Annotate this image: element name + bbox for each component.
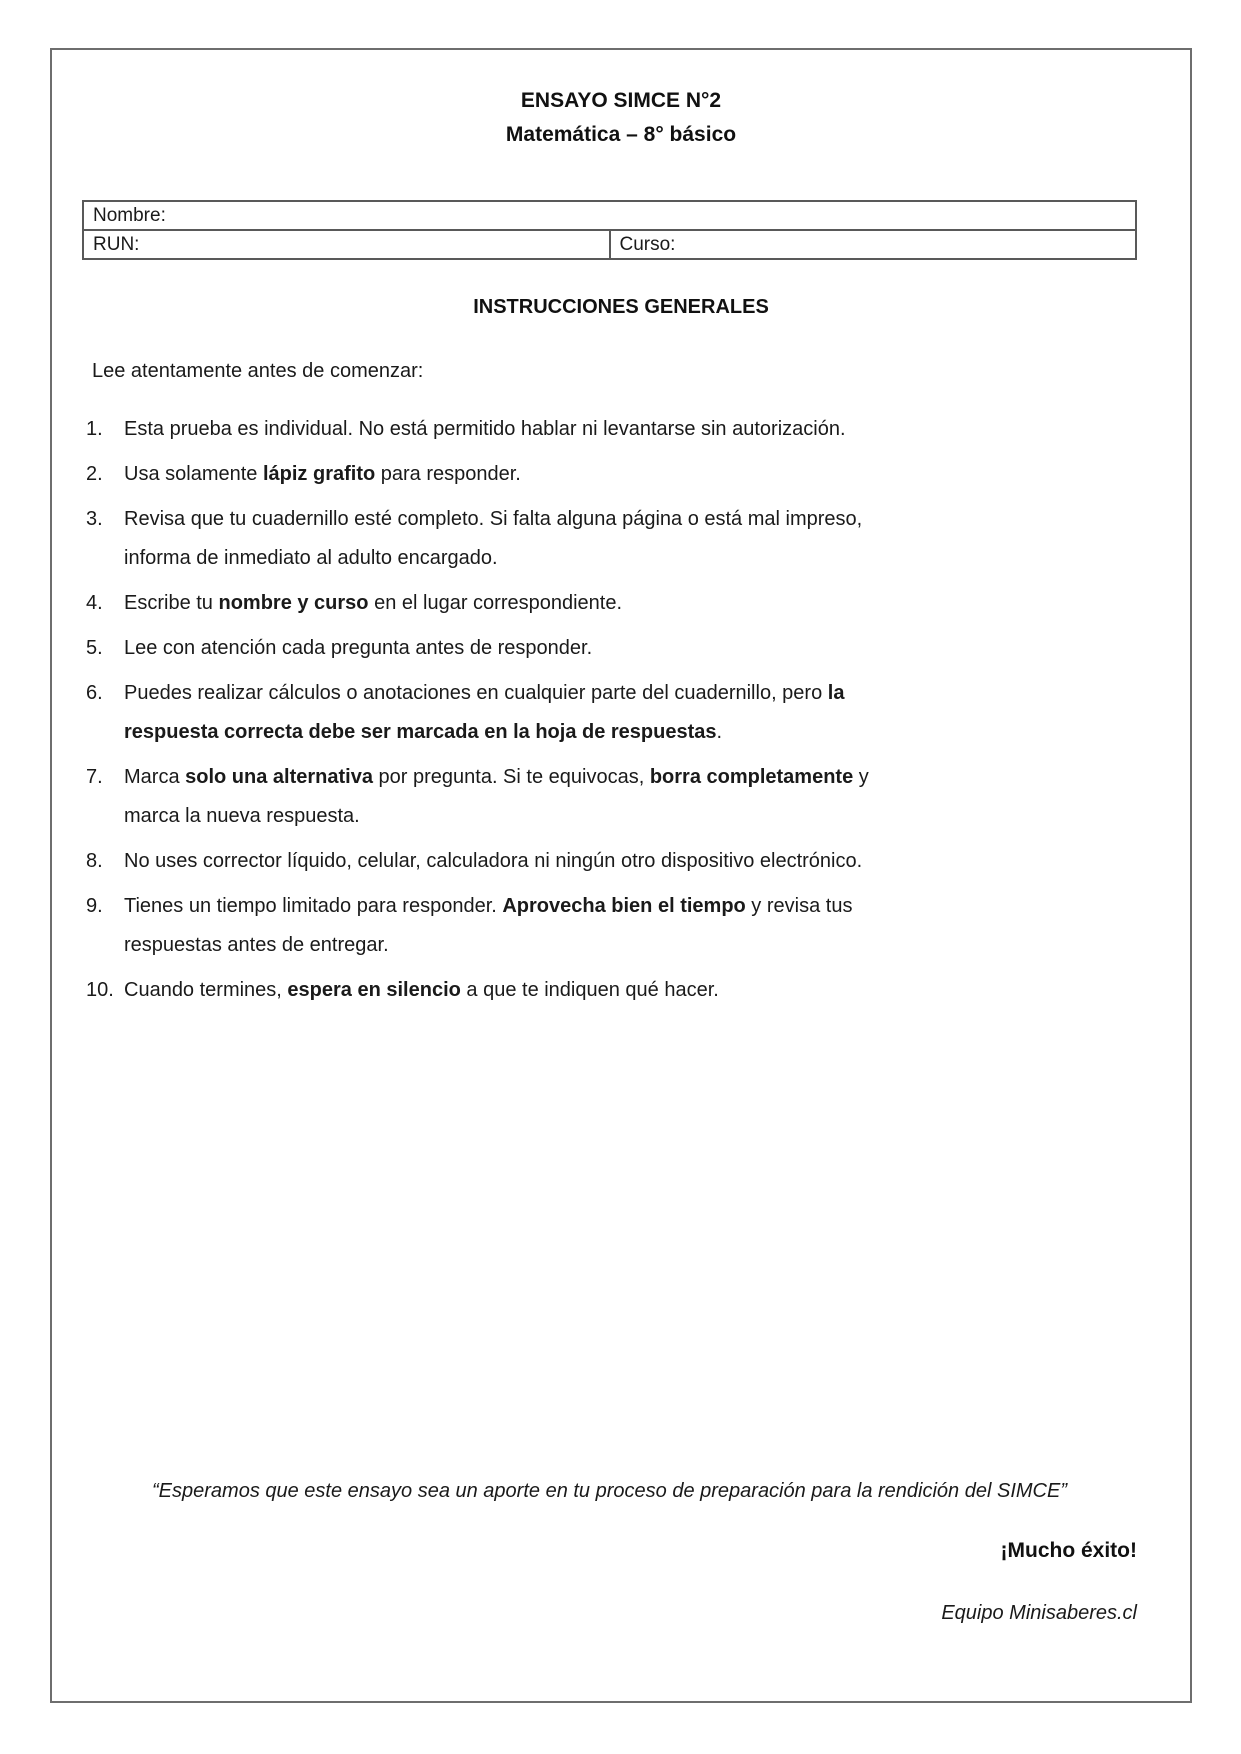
- instruction-line: Tienes un tiempo limitado para responder. Aprovecha bien el tiempo y revisa tus: [124, 895, 853, 917]
- table-row: [83, 201, 1136, 230]
- team-signature: Equipo Minisaberes.cl: [941, 1602, 1137, 1624]
- page-subtitle: Matemática – 8° básico: [505, 123, 737, 146]
- instruction-item: [86, 629, 1140, 668]
- instruction-item: [86, 584, 1140, 623]
- instruction-line: No uses corrector líquido, celular, calculadora ni ningún otro dispositivo electrónico.: [124, 850, 863, 872]
- instruction-line: respuestas antes de entregar.: [124, 934, 389, 956]
- instruction-item: [86, 842, 1140, 881]
- instruction-item: [86, 674, 1140, 752]
- instructions-heading: INSTRUCCIONES GENERALES: [473, 296, 769, 318]
- instruction-item: [86, 971, 1140, 1010]
- instructions-lead: Lee atentamente antes de comenzar:: [92, 360, 424, 382]
- instruction-item: [86, 758, 1140, 836]
- instruction-number: 5.: [86, 637, 103, 659]
- instruction-line: respuesta correcta debe ser marcada en la hoja de respuestas.: [124, 721, 723, 743]
- instruction-line: Esta prueba es individual. No está permitido hablar ni levantarse sin autorización.: [124, 418, 846, 440]
- document-header: [52, 84, 1190, 152]
- instruction-line: Escribe tu nombre y curso en el lugar correspondiente.: [124, 592, 623, 614]
- instruction-item: [86, 500, 1140, 578]
- instruction-number: 2.: [86, 463, 103, 485]
- instruction-line: Puedes realizar cálculos o anotaciones en cualquier parte del cuadernillo, pero la: [124, 682, 845, 704]
- instruction-number: 1.: [86, 418, 103, 440]
- document-page: [50, 48, 1192, 1703]
- instruction-number: 10.: [86, 979, 114, 1001]
- instruction-line: Cuando termines, espera en silencio a que te indiquen qué hacer.: [124, 979, 719, 1001]
- run-field-cell: RUN:: [83, 230, 610, 259]
- document-footer: [82, 1476, 1137, 1628]
- footer-quote: “Esperamos que este ensayo sea un aporte en tu proceso de preparación para la rendición del SIMCE”: [152, 1480, 1067, 1502]
- instruction-number: 4.: [86, 592, 103, 614]
- instruction-item: [86, 455, 1140, 494]
- instruction-number: 3.: [86, 508, 103, 530]
- instruction-line: Usa solamente lápiz grafito para responder.: [124, 463, 521, 485]
- student-info-table: [82, 200, 1137, 260]
- success-message: ¡Mucho éxito!: [1000, 1539, 1137, 1562]
- instruction-line: Revisa que tu cuadernillo esté completo. Si falta alguna página o está mal impreso,: [124, 508, 863, 530]
- instruction-number: 9.: [86, 895, 103, 917]
- instructions-list: [86, 410, 1140, 1010]
- course-field-cell: Curso:: [610, 230, 1137, 259]
- instruction-line: marca la nueva respuesta.: [124, 805, 360, 827]
- instruction-number: 6.: [86, 682, 103, 704]
- instruction-line: informa de inmediato al adulto encargado.: [124, 547, 498, 569]
- name-field-cell: Nombre:: [83, 201, 1136, 230]
- page-title: ENSAYO SIMCE N°2: [520, 89, 722, 112]
- table-row: [83, 230, 1136, 259]
- instruction-number: 7.: [86, 766, 103, 788]
- instruction-item: [86, 410, 1140, 449]
- instruction-line: Marca solo una alternativa por pregunta. Si te equivocas, borra completamente y: [124, 766, 869, 788]
- instruction-item: [86, 887, 1140, 965]
- instruction-line: Lee con atención cada pregunta antes de responder.: [124, 637, 593, 659]
- instruction-number: 8.: [86, 850, 103, 872]
